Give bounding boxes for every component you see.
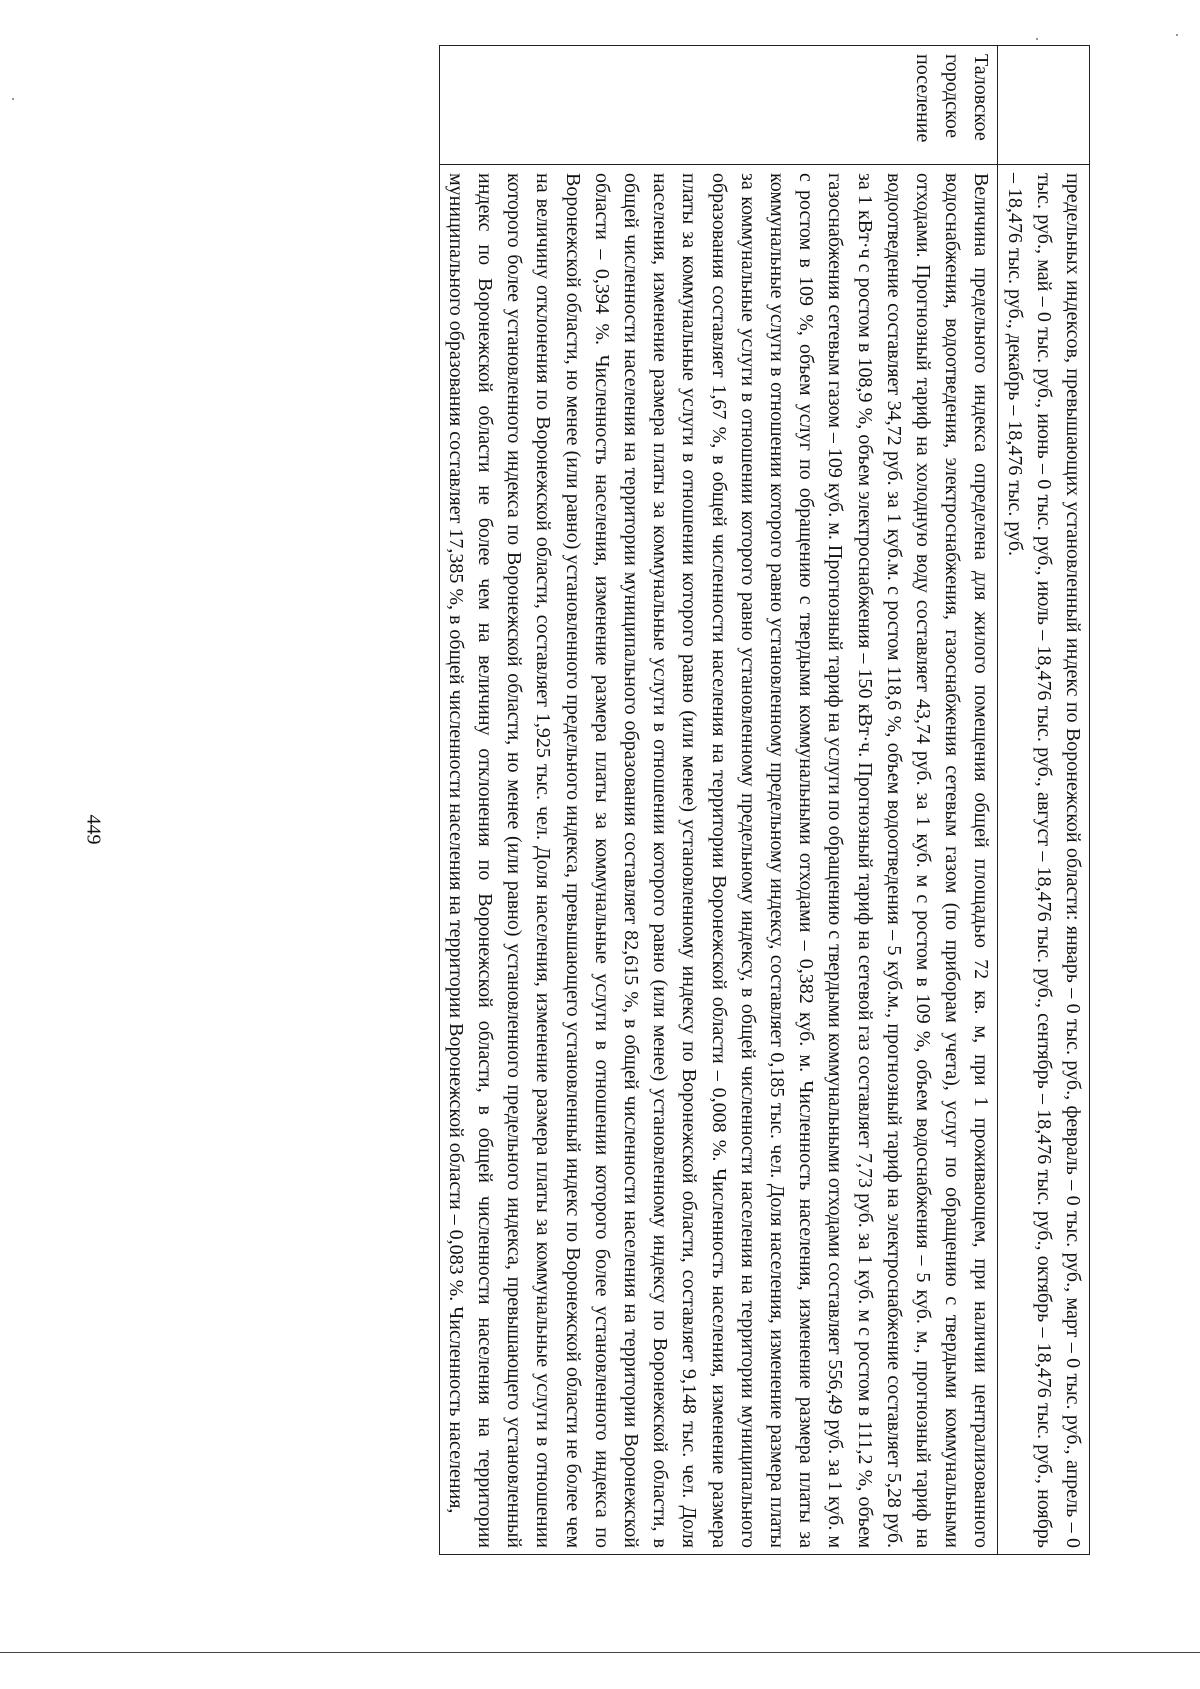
scan-speck [1036, 38, 1038, 40]
scan-speck [12, 98, 14, 100]
tariff-table [439, 45, 1090, 1555]
table-row [998, 46, 1090, 1555]
page-number: 449 [82, 814, 105, 845]
scan-edge-line [0, 1652, 1200, 1653]
table-row [439, 46, 998, 1555]
description-cell: предельных индексов, превышающих установленный индекс по Воронежской области: январь – 0 тыс. руб., февраль – 0 тыс. руб., март – 0 тыс. руб., апрель – 0 тыс. руб., май – 0 тыс. руб., июнь – 0 тыс. руб., июль – 18,476 тыс. руб., август – 18,476 тыс. руб., сентябрь – 18,476 тыс. руб., октябрь – 18,476 тыс. руб., ноябрь – 18,476 тыс. руб., декабрь – 18,476 тыс. руб. [998, 165, 1090, 1555]
rotated-table-container [165, 45, 1090, 1555]
municipality-cell [998, 46, 1090, 165]
scan-speck [1176, 34, 1178, 36]
description-cell: Величина предельного индекса определена для жилого помещения общей площадью 72 кв. м, при 1 проживающем, при наличии централизованного водоснабжения, водоотведения, электроснабжения, газоснабжения сетевым газом (по приборам учета), услуг по обращению с твердыми коммунальными отходами. Прогнозный тариф на холодную воду составляет 43,74 руб. за 1 куб. м с ростом в 109 %, объем водоснабжения – 5 куб. м., прогнозный тариф на водоотведение составляет 34,72 руб. за 1 куб.м. с ростом 118,6 %, объем водоотведения – 5 куб.м., прогнозный тариф на электроснабжение составляет 5,28 руб. за 1 кВт·ч с ростом в 108,9 %, объем электроснабжения – 150 кВт·ч. Прогнозный тариф на сетевой газ составляет 7,73 руб. за 1 куб. м с ростом в 111,2 %, объем газоснабжения сетевым газом – 109 куб. м. Прогнозный тариф на услуги по обращению с твердыми коммунальными отходами составляет 556,49 руб. за 1 куб. м с ростом в 109 %, объем услуг по обращению с твердыми коммунальными отходами – 0,382 куб. м. Численность населения, изменение размера платы за коммунальные услуги в отношении которого равно установленному предельному индексу, составляет 0,185 тыс. чел. Доля населения, изменение размера платы за коммунальные услуги в отношении которого равно установленному предельному индексу, в общей численности населения на территории муниципального образования составляет 1,67 %, в общей численности населения на территории Воронежской области – 0,008 %. Численность населения, изменение размера платы за коммунальные услуги в отношении которого равно (или менее) установленному индексу по Воронежской области, составляет 9,148 тыс. чел. Доля населения, изменение размера платы за коммунальные услуги в отношении которого равно (или менее) установленному индексу по Воронежской области, в общей численности населения на территории муниципального образования составляет 82,615 %, в общей численности населения на территории Воронежской области – 0,394 %. Численность населения, изменение размера платы за коммунальные услуги в отношении которого более установленного индекса по Воронежской области, но менее (или равно) установленного предельного индекса, превышающего установленный индекс по Воронежской области не более чем на величину отклонения по Воронежской области, составляет 1,925 тыс. чел. Доля населения, изменение размера платы за коммунальные услуги в отношении которого более установленного индекса по Воронежской области, но менее (или равно) установленного предельного индекса, превышающего установленный индекс по Воронежской области не более чем на величину отклонения по Воронежской области, в общей численности населения на территории муниципального образования составляет 17,385 %, в общей численности населения на территории Воронежской области – 0,083 %. Численность населения, [439, 165, 998, 1555]
municipality-cell: Таловское городское поселение [439, 46, 998, 165]
